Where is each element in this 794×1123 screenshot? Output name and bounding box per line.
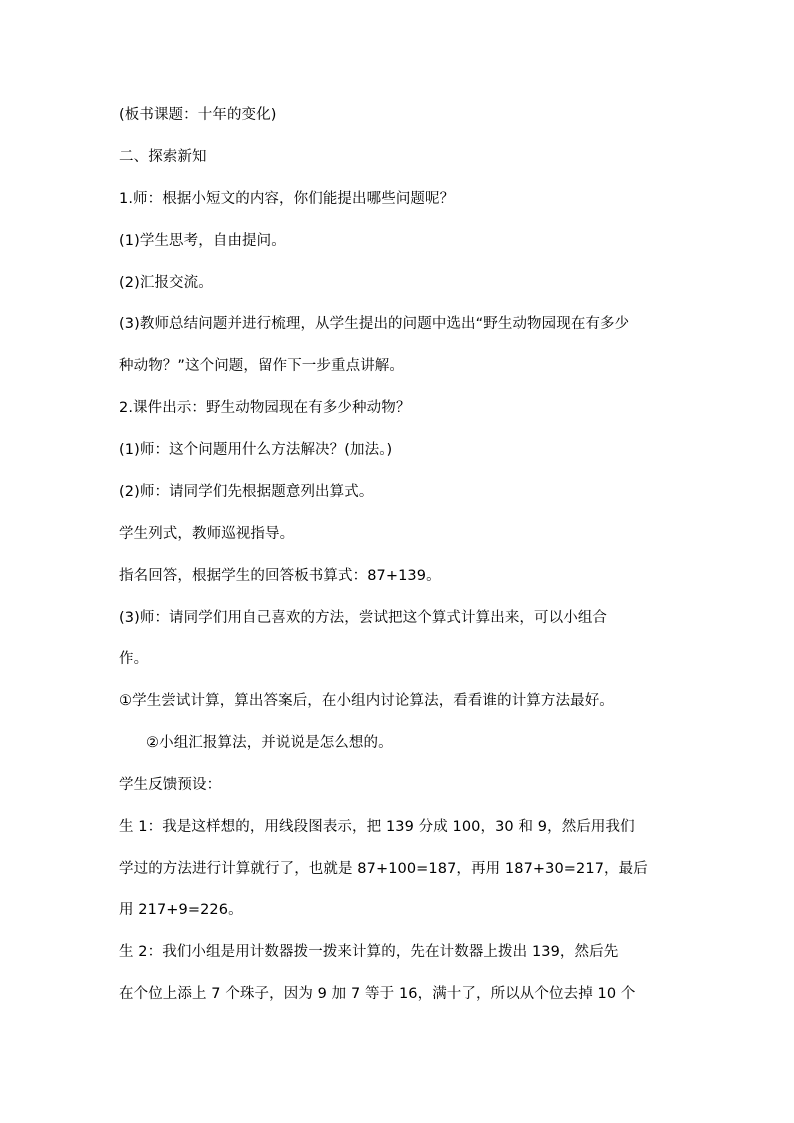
text-line: 指名回答，根据学生的回答板书算式：87+139。 (119, 568, 441, 584)
text-line: ①学生尝试计算，算出答案后，在小组内讨论算法，看看谁的计算方法最好。 (119, 693, 614, 709)
text-line: 学生反馈预设： (119, 777, 222, 793)
text-line: (2)师：请同学们先根据题意列出算式。 (119, 484, 374, 500)
text-line: 学生列式，教师巡视指导。 (119, 526, 295, 542)
text-line: (3)师：请同学们用自己喜欢的方法，尝试把这个算式计算出来，可以小组合 (119, 610, 608, 626)
text-line: 在个位上添上 7 个珠子，因为 9 加 7 等于 16，满十了，所以从个位去掉 10 个 (119, 986, 636, 1002)
text-line: (板书课题：十年的变化) (119, 107, 277, 123)
text-line: (1)师：这个问题用什么方法解决？(加法。) (119, 442, 393, 458)
text-line: (1)学生思考，自由提问。 (119, 233, 286, 249)
text-line: 学过的方法进行计算就行了，也就是 87+100=187，再用 187+30=217，最后 (119, 861, 648, 877)
section-heading: 二、探索新知 (119, 149, 207, 165)
text-line: (2)汇报交流。 (119, 275, 213, 291)
text-line: 生 1：我是这样想的，用线段图表示，把 139 分成 100，30 和 9，然后用我们 (119, 819, 635, 835)
text-line: ②小组汇报算法，并说说是怎么想的。 (146, 735, 393, 751)
text-line: 种动物？”这个问题，留作下一步重点讲解。 (119, 358, 405, 374)
text-line: 生 2：我们小组是用计数器拨一拨来计算的，先在计数器上拨出 139，然后先 (119, 944, 619, 960)
text-line: 1.师：根据小短文的内容，你们能提出哪些问题呢？ (119, 191, 455, 207)
text-line: 2.课件出示：野生动物园现在有多少种动物？ (119, 400, 411, 416)
text-line: (3)教师总结问题并进行梳理，从学生提出的问题中选出“野生动物园现在有多少 (119, 316, 630, 332)
text-line: 用 217+9=226。 (119, 902, 243, 918)
text-line: 作。 (119, 651, 149, 667)
